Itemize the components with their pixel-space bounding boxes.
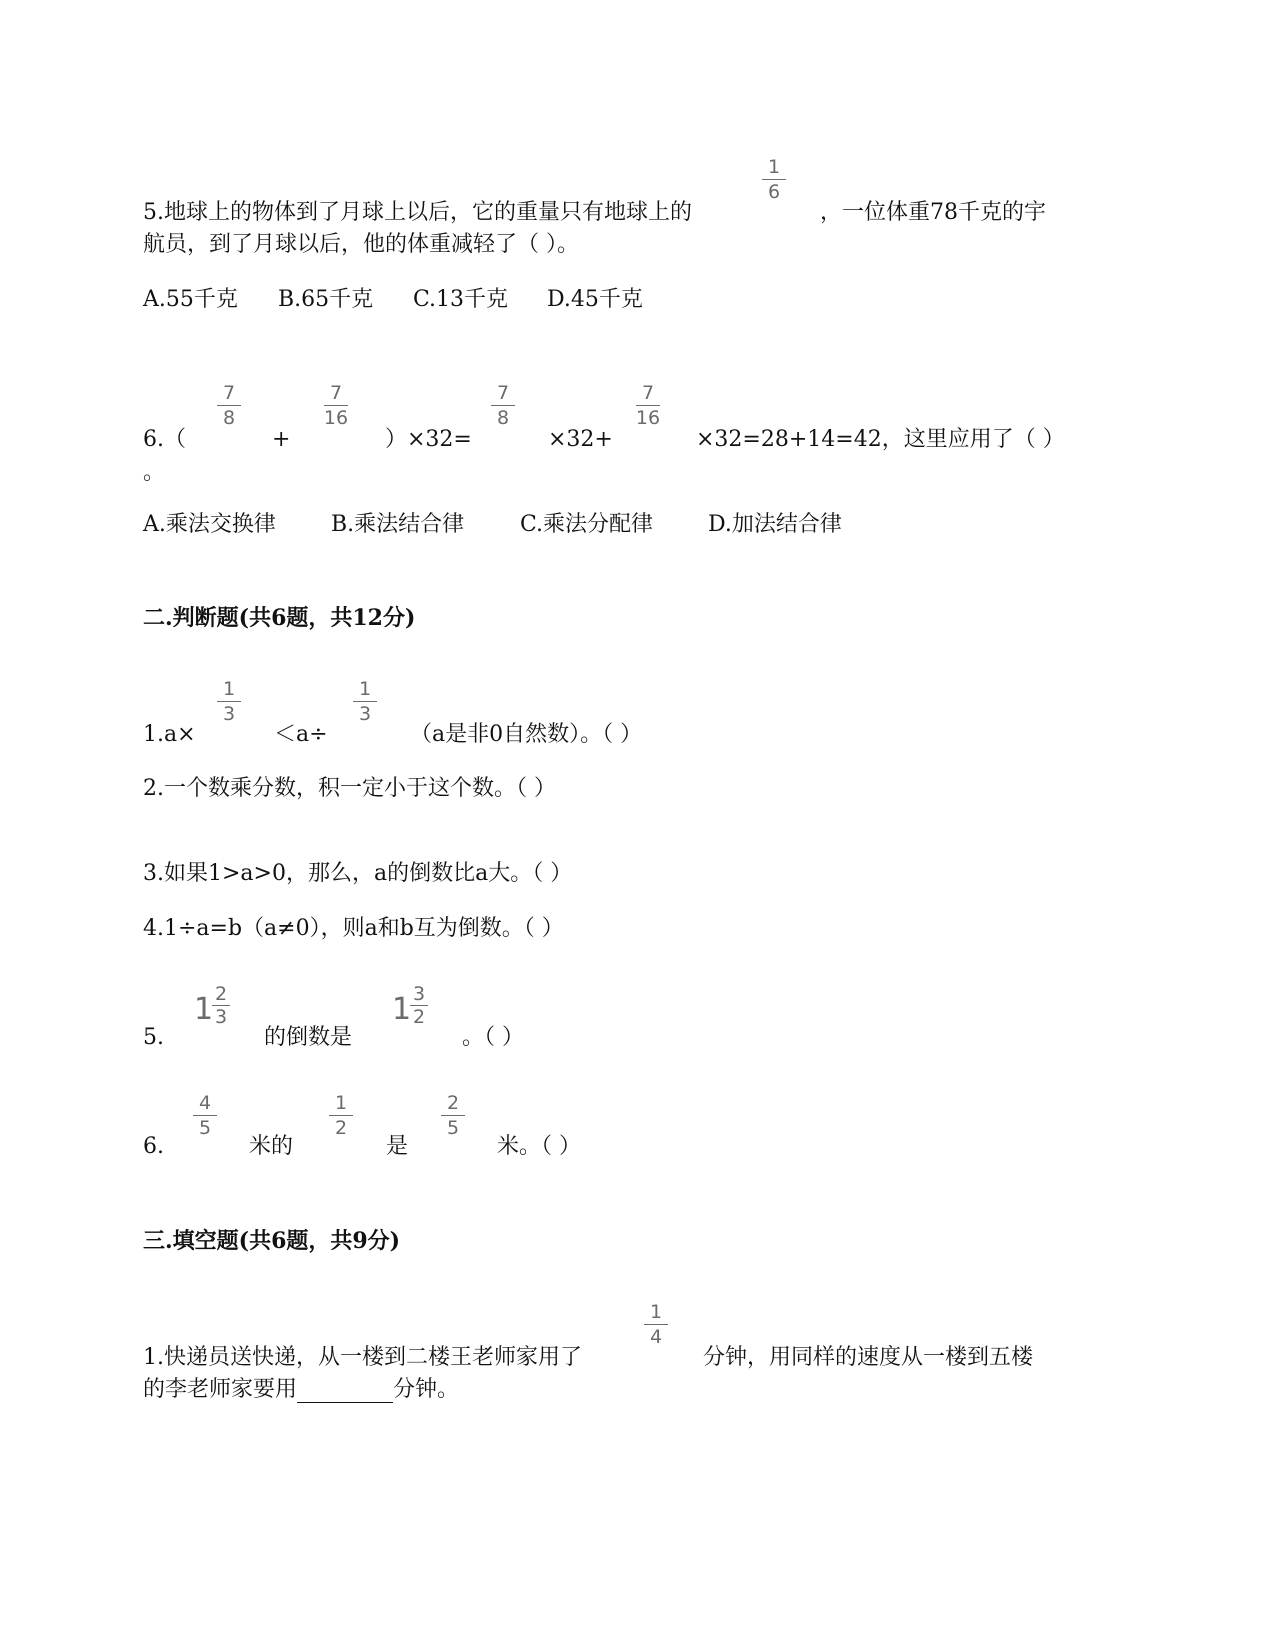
s2-q1-text-p3: （a是非0自然数）。（ ） — [410, 722, 643, 747]
s2-q6-text-p4: 米。（ ） — [497, 1134, 581, 1159]
q6-fraction-2: 7 16 — [323, 382, 349, 429]
s2-q6-text-p1: 6. — [143, 1134, 164, 1159]
s3-q1-text-line2: 的李老师家要用 分钟。 — [143, 1377, 460, 1402]
s3-q1-text-p2: 分钟，用同样的速度从一楼到五楼 — [703, 1345, 1034, 1370]
s2-q6-fraction-3: 2 5 — [436, 1093, 470, 1138]
s2-q1-text-p1: 1.a× — [143, 722, 196, 747]
s2-q6-fraction-2: 1 2 — [324, 1093, 358, 1138]
q6-text-p4: ×32+ — [548, 427, 613, 452]
q5-text-line1a: 5.地球上的物体到了月球上以后，它的重量只有地球上的 — [143, 200, 692, 225]
q6-text-line2: 。 — [143, 460, 166, 485]
s2-q6-fraction-1: 4 5 — [188, 1093, 222, 1138]
q6-fraction-1: 7 8 — [212, 383, 246, 428]
answer-blank[interactable] — [297, 1382, 393, 1403]
q6-text-p2: + — [272, 427, 291, 452]
s2-q3-text: 3.如果1>a>0，那么，a的倒数比a大。（ ） — [143, 861, 573, 886]
q5-fraction: 1 6 — [757, 157, 791, 202]
s2-q2-text: 2.一个数乘分数，积一定小于这个数。（ ） — [143, 776, 556, 801]
s3-q1-fraction: 1 4 — [639, 1302, 673, 1347]
q5-text-line2: 航员，到了月球以后，他的体重减轻了（ ）。 — [143, 232, 579, 257]
q6-option-b: B.乘法结合律 — [331, 512, 465, 537]
s3-q1-text-p1: 1.快递员送快递，从一楼到二楼王老师家用了 — [143, 1345, 582, 1370]
s2-q5-mixed-number-1: 1 2 3 — [194, 984, 234, 1034]
q5-option-c: C.13千克 — [413, 287, 509, 312]
section3-heading: 三.填空题(共6题，共9分) — [143, 1228, 401, 1254]
s2-q1-fraction-2: 1 3 — [348, 679, 382, 724]
s2-q6-text-p3: 是 — [386, 1134, 409, 1159]
s2-q5-text-p2: 的倒数是 — [264, 1025, 353, 1050]
q5-option-d: D.45千克 — [547, 287, 643, 312]
s2-q5-text-p3: 。（ ） — [462, 1025, 524, 1050]
q6-text-p5: ×32=28+14=42，这里应用了（ ） — [696, 427, 1065, 452]
q6-fraction-3: 7 8 — [486, 383, 520, 428]
s2-q4-text: 4.1÷a=b（a≠0），则a和b互为倒数。（ ） — [143, 916, 564, 941]
s2-q5-mixed-number-2: 1 3 2 — [392, 984, 432, 1034]
q5-text-line1b: ，一位体重78千克的宇 — [820, 200, 1046, 225]
q5-option-b: B.65千克 — [278, 287, 374, 312]
q6-fraction-4: 7 16 — [635, 382, 661, 429]
q6-option-c: C.乘法分配律 — [520, 512, 654, 537]
q6-option-d: D.加法结合律 — [708, 512, 842, 537]
q6-text-p3: ）×32= — [385, 427, 472, 452]
q6-option-a: A.乘法交换律 — [143, 512, 276, 537]
section2-heading: 二.判断题(共6题，共12分) — [143, 605, 416, 631]
s2-q1-fraction-1: 1 3 — [212, 679, 246, 724]
q5-option-a: A.55千克 — [143, 287, 238, 312]
s2-q6-text-p2: 米的 — [249, 1134, 294, 1159]
s2-q5-text-p1: 5. — [143, 1025, 164, 1050]
s2-q1-text-p2: ＜a÷ — [274, 722, 328, 747]
q6-text-p1: 6.（ — [143, 427, 186, 452]
